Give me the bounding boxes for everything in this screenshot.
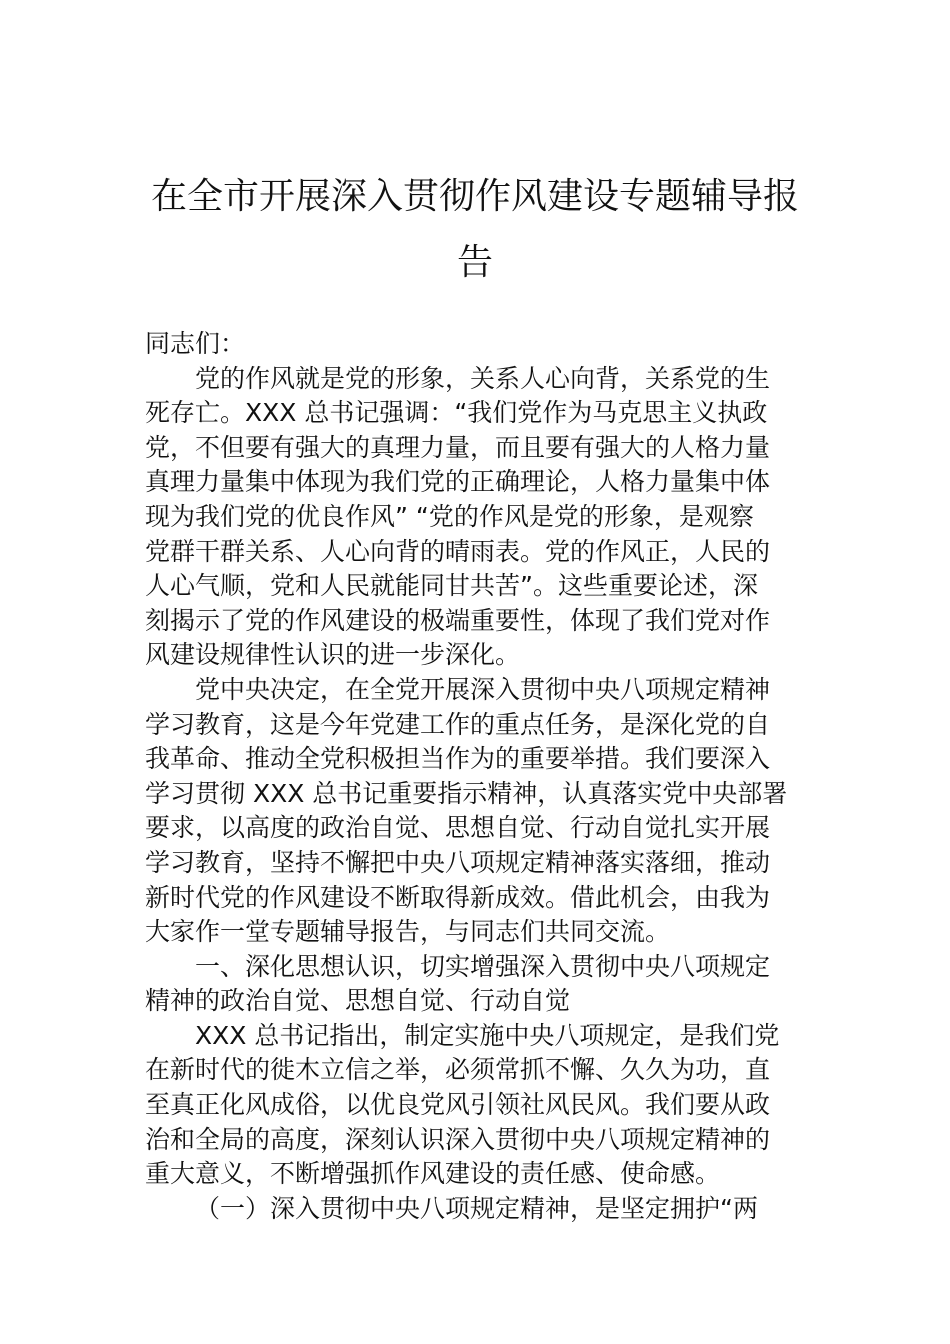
paragraph-line: 党的作风就是党的形象，关系人心向背，关系党的生 — [195, 363, 771, 393]
paragraph-line: 现为我们党的优良作风” “党的作风是党的形象，是观察 — [145, 501, 754, 531]
section-heading-line: 一、深化思想认识，切实增强深入贯彻中央八项规定 — [195, 951, 771, 981]
paragraph-line: 人心气顺，党和人民就能同甘共苦”。这些重要论述，深 — [145, 571, 758, 601]
document-title — [145, 164, 805, 296]
paragraph-line: 至真正化风成俗，以优良党风引领社风民风。我们要从政 — [145, 1090, 771, 1120]
paragraph-line: 大家作一堂专题辅导报告，与同志们共同交流。 — [145, 917, 671, 947]
paragraph-line: 刻揭示了党的作风建设的极端重要性，体现了我们党对作 — [145, 605, 771, 635]
section-heading-line: 精神的政治自觉、思想自觉、行动自觉 — [145, 986, 571, 1016]
paragraph-line: 学习教育，坚持不懈把中央八项规定精神落实落细，推动 — [145, 847, 771, 877]
paragraph-line: 学习教育，这是今年党建工作的重点任务，是深化党的自 — [145, 709, 771, 739]
subsection-heading-line: （一）深入贯彻中央八项规定精神，是坚定拥护“两 — [195, 1193, 758, 1223]
title-line-2: 告 — [456, 242, 493, 283]
paragraph-line: 党，不但要有强大的真理力量，而且要有强大的人格力量 — [145, 432, 771, 462]
paragraph-line: 要求，以高度的政治自觉、思想自觉、行动自觉扎实开展 — [145, 813, 771, 843]
paragraph-line: XXX 总书记指出，制定实施中央八项规定，是我们党 — [195, 1020, 780, 1050]
paragraph-line: 重大意义，不断增强抓作风建设的责任感、使命感。 — [145, 1159, 721, 1189]
paragraph-line: 死存亡。XXX 总书记强调：“我们党作为马克思主义执政 — [145, 398, 768, 428]
title-line-1: 在全市开展深入贯彻作风建设专题辅导报 — [150, 176, 799, 217]
paragraph-line: 真理力量集中体现为我们党的正确理论，人格力量集中体 — [145, 467, 771, 497]
salutation: 同志们： — [145, 329, 246, 358]
paragraph-line: 风建设规律性认识的进一步深化。 — [145, 640, 521, 670]
paragraph-line: 在新时代的徙木立信之举，必须常抓不懈、久久为功，直 — [145, 1055, 771, 1085]
paragraph-line: 党群干群关系、人心向背的晴雨表。党的作风正，人民的 — [145, 536, 771, 566]
paragraph-line: 党中央决定，在全党开展深入贯彻中央八项规定精神 — [195, 674, 771, 704]
paragraph-line: 新时代党的作风建设不断取得新成效。借此机会，由我为 — [145, 882, 771, 912]
document-body — [145, 327, 805, 1226]
paragraph-line: 我革命、推动全党积极担当作为的重要举措。我们要深入 — [145, 744, 771, 774]
paragraph-line: 学习贯彻 XXX 总书记重要指示精神，认真落实党中央部署 — [145, 778, 788, 808]
paragraph-line: 治和全局的高度，深刻认识深入贯彻中央八项规定精神的 — [145, 1124, 771, 1154]
